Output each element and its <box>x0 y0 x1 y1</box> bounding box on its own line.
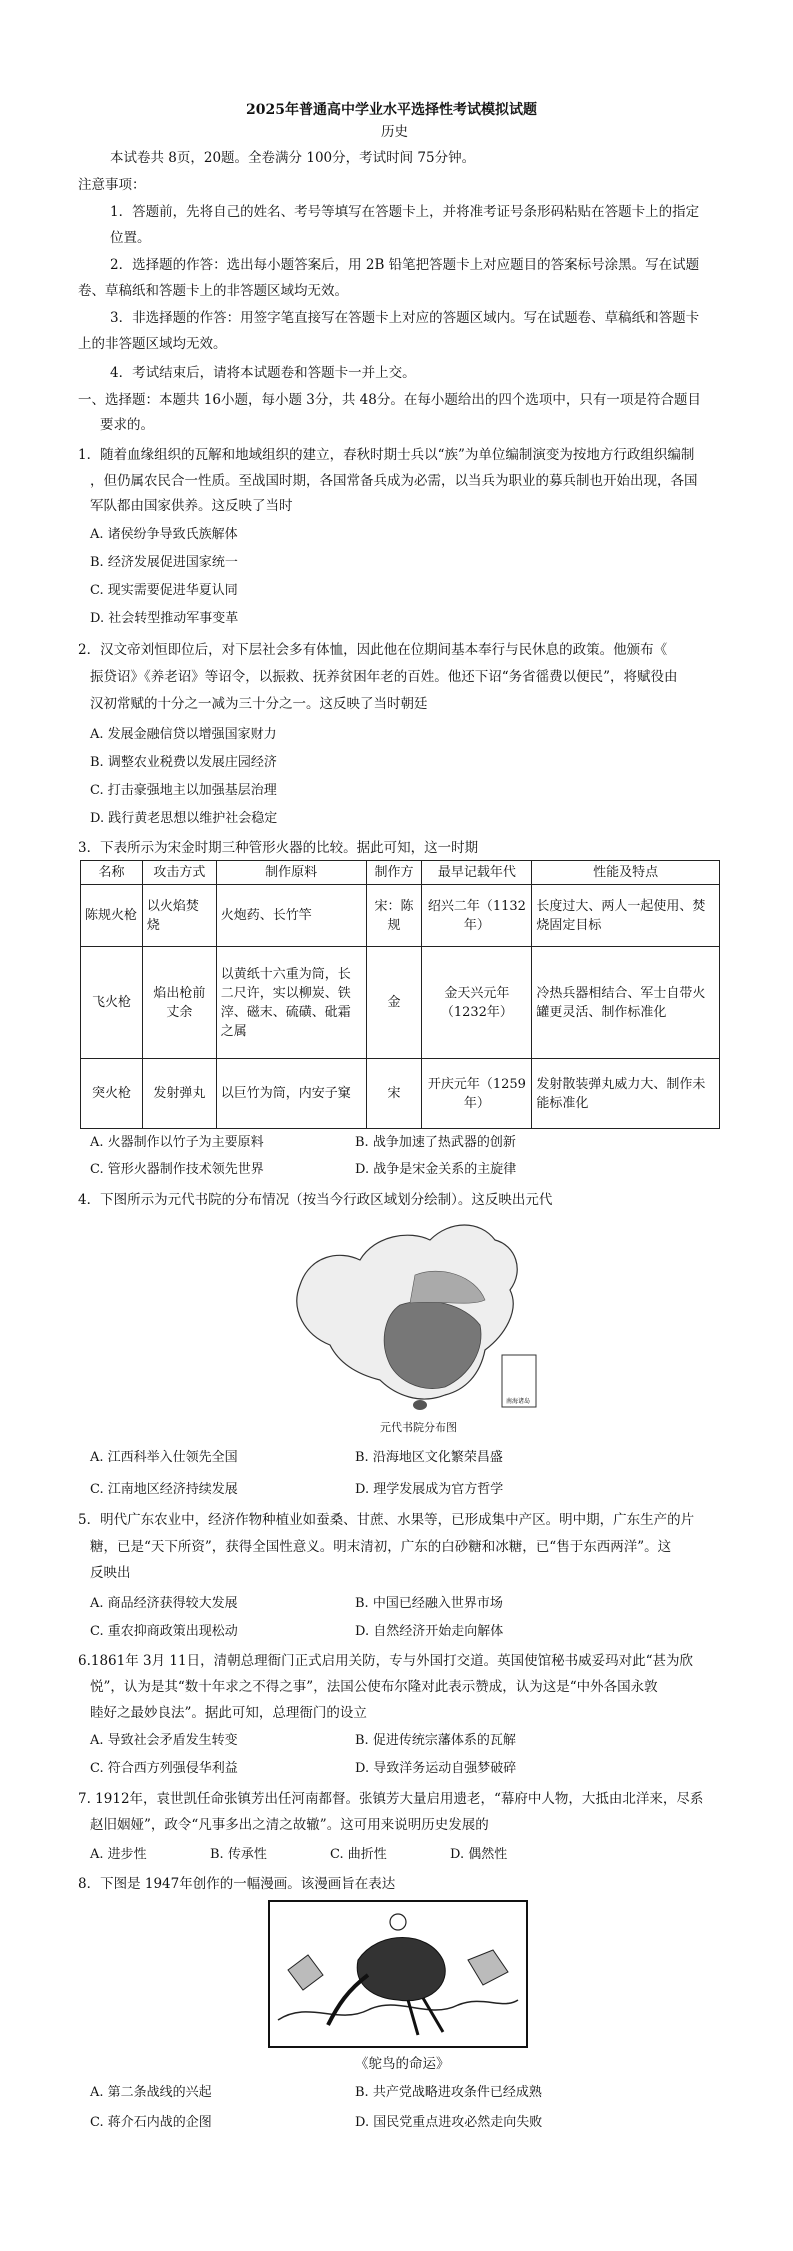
question-2-stem: 2．汉文帝刘恒即位后，对下层社会多有体恤，因此他在位期间基本奉行与民休息的政策。他颁布《 <box>78 642 668 658</box>
table-cell: 以火焰焚烧 <box>142 885 216 947</box>
question-5-option-d[interactable]: D. 自然经济开始走向解体 <box>355 1624 504 1639</box>
question-8-stem: 8．下图是 1947年创作的一幅漫画。该漫画旨在表达 <box>78 1876 396 1892</box>
question-4-option-b[interactable]: B. 沿海地区文化繁荣昌盛 <box>355 1450 503 1465</box>
question-5-option-a[interactable]: A. 商品经济获得较大发展 <box>90 1596 238 1611</box>
notice-line: 4．考试结束后，请将本试题卷和答题卡一并上交。 <box>110 365 416 381</box>
table-cell: 开庆元年（1259年） <box>422 1059 532 1129</box>
question-6-option-d[interactable]: D. 导致洋务运动自强梦破碎 <box>355 1761 517 1776</box>
question-8-option-c[interactable]: C. 蒋介石内战的企图 <box>90 2115 212 2130</box>
exam-intro: 本试卷共 8页，20题。全卷满分 100分，考试时间 75分钟。 <box>110 150 476 166</box>
question-3-option-a[interactable]: A. 火器制作以竹子为主要原料 <box>90 1135 264 1150</box>
hainan-island <box>413 1400 427 1410</box>
table-cell: 金 <box>366 947 422 1059</box>
question-3-option-c[interactable]: C. 管形火器制作技术领先世界 <box>90 1162 264 1177</box>
question-7-stem: 7. 1912年，袁世凯任命张镇芳出任河南都督。张镇芳大量启用遗老，“幕府中人物，大抵由北洋来，尽系 <box>78 1791 704 1807</box>
question-4-option-a[interactable]: A. 江西科举入仕领先全国 <box>90 1450 238 1465</box>
table-row <box>81 885 720 947</box>
question-5-option-c[interactable]: C. 重农抑商政策出现松动 <box>90 1624 238 1639</box>
question-1-stem: ，但仍属农民合一性质。至战国时期，各国常备兵成为必需，以当兵为职业的募兵制也开始出现，各国 <box>90 473 698 489</box>
question-4-option-d[interactable]: D. 理学发展成为官方哲学 <box>355 1482 504 1497</box>
question-5-option-b[interactable]: B. 中国已经融入世界市场 <box>355 1596 503 1611</box>
section-heading-cont: 要求的。 <box>100 417 154 433</box>
table-header-row <box>81 861 720 885</box>
question-5-stem: 糖，已是“天下所资”，获得全国性意义。明末清初，广东的白砂糖和冰糖，已“售于东西两洋”。这 <box>90 1539 672 1555</box>
ostrich-body <box>357 1938 445 2001</box>
question-1-option-c[interactable]: C. 现实需要促进华夏认同 <box>90 583 238 598</box>
exam-title: 2025年普通高中学业水平选择性考试模拟试题 <box>246 102 537 118</box>
table-cell: 发射弹丸 <box>142 1059 216 1129</box>
table-cell: 宋：陈规 <box>366 885 422 947</box>
question-7-option-d[interactable]: D. 偶然性 <box>450 1847 508 1862</box>
table-header: 名称 <box>81 861 143 885</box>
question-3-option-b[interactable]: B. 战争加速了热武器的创新 <box>355 1135 516 1150</box>
question-2-stem: 汉初常赋的十分之一减为三十分之一。这反映了当时朝廷 <box>90 696 428 712</box>
question-1-option-b[interactable]: B. 经济发展促进国家统一 <box>90 555 238 570</box>
question-7-stem: 赵旧姻娅”，政令“凡事多出之清之故辙”。这可用来说明历史发展的 <box>90 1817 489 1833</box>
table-header: 攻击方式 <box>142 861 216 885</box>
notice-line: 3．非选择题的作答：用签字笔直接写在答题卡上对应的答题区域内。写在试题卷、草稿纸和答题卡 <box>110 310 700 326</box>
question-6-stem: 悦”，认为是其“数十年求之不得之事”，法国公使布尔隆对此表示赞成，认为这是“中外各国永敦 <box>90 1679 658 1695</box>
table-header: 性能及特点 <box>532 861 720 885</box>
table-cell: 火炮药、长竹竿 <box>216 885 366 947</box>
table-row <box>81 947 720 1059</box>
table-cell: 以黄纸十六重为筒，长二尺许，实以柳炭、铁滓、磁末、硫磺、砒霜之属 <box>216 947 366 1059</box>
question-4-option-c[interactable]: C. 江南地区经济持续发展 <box>90 1482 238 1497</box>
question-3-option-d[interactable]: D. 战争是宋金关系的主旋律 <box>355 1162 517 1177</box>
cartoon-caption: 《鸵鸟的命运》 <box>355 2056 450 2072</box>
question-1-stem: 军队都由国家供养。这反映了当时 <box>90 498 293 514</box>
table-cell: 长度过大、两人一起使用、焚烧固定目标 <box>532 885 720 947</box>
notice-line: 位置。 <box>110 230 151 246</box>
firearms-table <box>80 860 720 1129</box>
question-3-stem: 3．下表所示为宋金时期三种管形火器的比较。据此可知，这一时期 <box>78 840 479 856</box>
question-8-option-d[interactable]: D. 国民党重点进攻必然走向失败 <box>355 2115 543 2130</box>
map-caption: 元代书院分布图 <box>380 1421 457 1434</box>
section-heading: 一、选择题：本题共 16小题，每小题 3分，共 48分。在每小题给出的四个选项中，只有一项是符合题目 <box>78 392 701 408</box>
table-cell: 以巨竹为筒，内安子窠 <box>216 1059 366 1129</box>
academy-distribution-map <box>280 1215 540 1415</box>
notice-line: 2．选择题的作答：选出每小题答案后，用 2B 铅笔把答题卡上对应题目的答案标号涂黑。写在试题 <box>110 257 700 273</box>
question-6-stem: 睦好之最妙良法”。据此可知，总理衙门的设立 <box>90 1705 367 1721</box>
table-header: 最早记载年代 <box>422 861 532 885</box>
table-cell: 金天兴元年（1232年） <box>422 947 532 1059</box>
question-1-option-d[interactable]: D. 社会转型推动军事变革 <box>90 611 239 626</box>
ostrich-cartoon <box>268 1900 528 2048</box>
question-5-stem: 5．明代广东农业中，经济作物种植业如蚕桑、甘蔗、水果等，已形成集中产区。明中期，广东生产的片 <box>78 1512 695 1528</box>
question-6-option-c[interactable]: C. 符合西方列强侵华利益 <box>90 1761 238 1776</box>
table-cell: 飞火枪 <box>81 947 143 1059</box>
table-cell: 突火枪 <box>81 1059 143 1129</box>
question-7-option-b[interactable]: B. 传承性 <box>210 1847 267 1862</box>
question-1-stem: 1．随着血缘组织的瓦解和地域组织的建立，春秋时期士兵以“族”为单位编制演变为按地方行政组织编制 <box>78 447 695 463</box>
subject-label: 历史 <box>381 124 408 140</box>
question-1-option-a[interactable]: A. 诸侯纷争导致氏族解体 <box>90 527 238 542</box>
notice-line: 上的非答题区域均无效。 <box>78 336 227 352</box>
question-2-option-c[interactable]: C. 打击豪强地主以加强基层治理 <box>90 783 277 798</box>
table-cell: 绍兴二年（1132年） <box>422 885 532 947</box>
question-4-stem: 4．下图所示为元代书院的分布情况（按当今行政区域划分绘制）。这反映出元代 <box>78 1192 553 1208</box>
table-row <box>81 1059 720 1129</box>
question-6-stem: 6.1861年 3月 11日，清朝总理衙门正式启用关防，专与外国打交道。英国使馆秘书威妥玛对此“甚为欣 <box>78 1653 693 1669</box>
question-7-option-c[interactable]: C. 曲折性 <box>330 1847 387 1862</box>
table-header: 制作方 <box>366 861 422 885</box>
table-header: 制作原料 <box>216 861 366 885</box>
inset-label: 南海诸岛 <box>506 1398 531 1405</box>
question-7-option-a[interactable]: A. 进步性 <box>90 1847 147 1862</box>
question-6-option-b[interactable]: B. 促进传统宗藩体系的瓦解 <box>355 1733 516 1748</box>
notice-line: 卷、草稿纸和答题卡上的非答题区域均无效。 <box>78 283 348 299</box>
question-5-stem: 反映出 <box>90 1565 131 1581</box>
table-cell: 发射散装弹丸威力大、制作未能标准化 <box>532 1059 720 1129</box>
notice-heading: 注意事项： <box>78 177 146 193</box>
table-cell: 宋 <box>366 1059 422 1129</box>
question-2-stem: 振贷诏》《养老诏》等诏令，以振救、抚养贫困年老的百姓。他还下诏“务省徭费以便民”，将赋役由 <box>90 669 678 685</box>
question-2-option-b[interactable]: B. 调整农业税费以发展庄园经济 <box>90 755 277 770</box>
question-8-option-b[interactable]: B. 共产党战略进攻条件已经成熟 <box>355 2085 542 2100</box>
question-8-option-a[interactable]: A. 第二条战线的兴起 <box>90 2085 212 2100</box>
question-2-option-d[interactable]: D. 践行黄老思想以维护社会稳定 <box>90 811 278 826</box>
table-cell: 冷热兵器相结合、军士自带火罐更灵活、制作标准化 <box>532 947 720 1059</box>
table-cell: 焰出枪前丈余 <box>142 947 216 1059</box>
table-cell: 陈规火枪 <box>81 885 143 947</box>
question-2-option-a[interactable]: A. 发展金融信贷以增强国家财力 <box>90 727 277 742</box>
notice-line: 1．答题前，先将自己的姓名、考号等填写在答题卡上，并将准考证号条形码粘贴在答题卡上的指定 <box>110 204 700 220</box>
question-6-option-a[interactable]: A. 导致社会矛盾发生转变 <box>90 1733 238 1748</box>
